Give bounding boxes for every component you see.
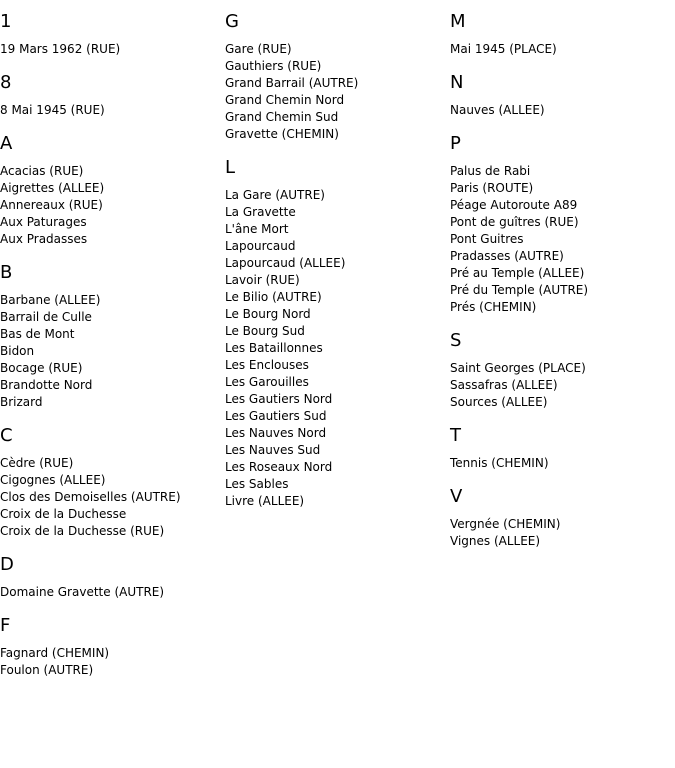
street-item: Lavoir (RUE) <box>225 273 300 287</box>
street-item: Livre (ALLEE) <box>225 494 305 508</box>
street-item: Pradasses (AUTRE) <box>450 249 564 263</box>
street-list <box>0 455 225 540</box>
street-item: Fagnard (CHEMIN) <box>0 646 110 660</box>
letter-section <box>450 330 675 411</box>
section-letter-heading: G <box>225 11 239 32</box>
street-item: Gauthiers (RUE) <box>225 59 322 73</box>
street-list <box>450 360 675 411</box>
letter-section <box>0 425 225 540</box>
street-item: L'âne Mort <box>225 222 289 236</box>
street-item: Les Nauves Nord <box>225 426 327 440</box>
street-item: Les Gautiers Nord <box>225 392 333 406</box>
street-list <box>225 187 450 510</box>
street-list <box>225 41 450 143</box>
street-item: Clos des Demoiselles (AUTRE) <box>0 490 181 504</box>
section-letter-heading: T <box>450 425 461 446</box>
section-letter-heading: B <box>0 262 13 283</box>
street-list <box>450 41 675 58</box>
street-list <box>0 41 225 58</box>
letter-section <box>0 72 225 119</box>
street-item: Les Sables <box>225 477 289 491</box>
street-item: Le Bilio (AUTRE) <box>225 290 322 304</box>
street-item: Le Bourg Sud <box>225 324 305 338</box>
street-item: Bocage (RUE) <box>0 361 83 375</box>
street-item: Les Enclouses <box>225 358 309 372</box>
street-item: Le Bourg Nord <box>225 307 311 321</box>
section-letter-heading: V <box>450 486 463 507</box>
street-item: Acacias (RUE) <box>0 164 84 178</box>
section-letter-heading: P <box>450 133 461 154</box>
street-item: Tennis (CHEMIN) <box>450 456 549 470</box>
section-letter-heading: 1 <box>0 11 12 32</box>
street-list <box>0 292 225 411</box>
section-letter-heading: F <box>0 615 11 636</box>
index-column-3 <box>450 0 675 564</box>
street-item: Grand Chemin Nord <box>225 93 345 107</box>
street-item: Lapourcaud <box>225 239 296 253</box>
section-letter-heading: 8 <box>0 72 12 93</box>
street-list <box>0 102 225 119</box>
street-item: Foulon (AUTRE) <box>0 663 94 677</box>
street-list <box>0 163 225 248</box>
letter-section <box>450 72 675 119</box>
street-item: Sources (ALLEE) <box>450 395 548 409</box>
letter-section <box>0 133 225 248</box>
street-item: Barrail de Culle <box>0 310 92 324</box>
street-list <box>0 645 225 679</box>
street-item: Les Garouilles <box>225 375 309 389</box>
street-item: Les Nauves Sud <box>225 443 321 457</box>
street-item: Saint Georges (PLACE) <box>450 361 586 375</box>
street-item: Vignes (ALLEE) <box>450 534 541 548</box>
street-list <box>450 516 675 550</box>
street-item: Annereaux (RUE) <box>0 198 103 212</box>
letter-section <box>450 425 675 472</box>
letter-section <box>450 133 675 316</box>
street-item: Gravette (CHEMIN) <box>225 127 339 141</box>
street-item: Vergnée (CHEMIN) <box>450 517 561 531</box>
letter-section <box>450 11 675 58</box>
section-letter-heading: D <box>0 554 14 575</box>
street-item: Pont de guîtres (RUE) <box>450 215 579 229</box>
letter-section <box>0 262 225 411</box>
letter-section <box>450 486 675 550</box>
street-item: La Gare (AUTRE) <box>225 188 325 202</box>
street-item: La Gravette <box>225 205 296 219</box>
street-item: Croix de la Duchesse (RUE) <box>0 524 165 538</box>
index-column-2 <box>225 0 450 524</box>
street-item: 19 Mars 1962 (RUE) <box>0 42 121 56</box>
street-item: Cèdre (RUE) <box>0 456 74 470</box>
index-column-1 <box>0 0 225 693</box>
street-item: Aux Pradasses <box>0 232 88 246</box>
street-item: Les Gautiers Sud <box>225 409 327 423</box>
street-item: Brizard <box>0 395 43 409</box>
street-item: Mai 1945 (PLACE) <box>450 42 557 56</box>
street-item: Les Bataillonnes <box>225 341 323 355</box>
letter-section <box>0 11 225 58</box>
street-item: Aux Paturages <box>0 215 87 229</box>
street-item: Cigognes (ALLEE) <box>0 473 106 487</box>
street-item: Lapourcaud (ALLEE) <box>225 256 346 270</box>
letter-section <box>0 615 225 679</box>
street-item: Nauves (ALLEE) <box>450 103 545 117</box>
street-item: Péage Autoroute A89 <box>450 198 578 212</box>
street-item: Croix de la Duchesse <box>0 507 127 521</box>
street-item: Grand Barrail (AUTRE) <box>225 76 359 90</box>
street-item: Palus de Rabi <box>450 164 531 178</box>
street-item: Prés (CHEMIN) <box>450 300 537 314</box>
street-list <box>0 584 225 601</box>
letter-section <box>0 554 225 601</box>
street-list <box>450 163 675 316</box>
street-item: Gare (RUE) <box>225 42 292 56</box>
street-item: Bas de Mont <box>0 327 75 341</box>
street-item: Sassafras (ALLEE) <box>450 378 558 392</box>
street-item: Aigrettes (ALLEE) <box>0 181 105 195</box>
section-letter-heading: M <box>450 11 466 32</box>
street-item: 8 Mai 1945 (RUE) <box>0 103 105 117</box>
street-item: Pont Guitres <box>450 232 524 246</box>
section-letter-heading: L <box>225 157 236 178</box>
section-letter-heading: C <box>0 425 13 446</box>
street-item: Pré au Temple (ALLEE) <box>450 266 585 280</box>
section-letter-heading: N <box>450 72 464 93</box>
street-item: Domaine Gravette (AUTRE) <box>0 585 165 599</box>
street-item: Barbane (ALLEE) <box>0 293 101 307</box>
street-item: Brandotte Nord <box>0 378 93 392</box>
street-item: Les Roseaux Nord <box>225 460 333 474</box>
street-item: Pré du Temple (AUTRE) <box>450 283 589 297</box>
section-letter-heading: A <box>0 133 13 154</box>
street-list <box>450 102 675 119</box>
street-list <box>450 455 675 472</box>
street-item: Bidon <box>0 344 35 358</box>
street-item: Paris (ROUTE) <box>450 181 534 195</box>
street-item: Grand Chemin Sud <box>225 110 339 124</box>
letter-section <box>225 157 450 510</box>
letter-section <box>225 11 450 143</box>
section-letter-heading: S <box>450 330 462 351</box>
